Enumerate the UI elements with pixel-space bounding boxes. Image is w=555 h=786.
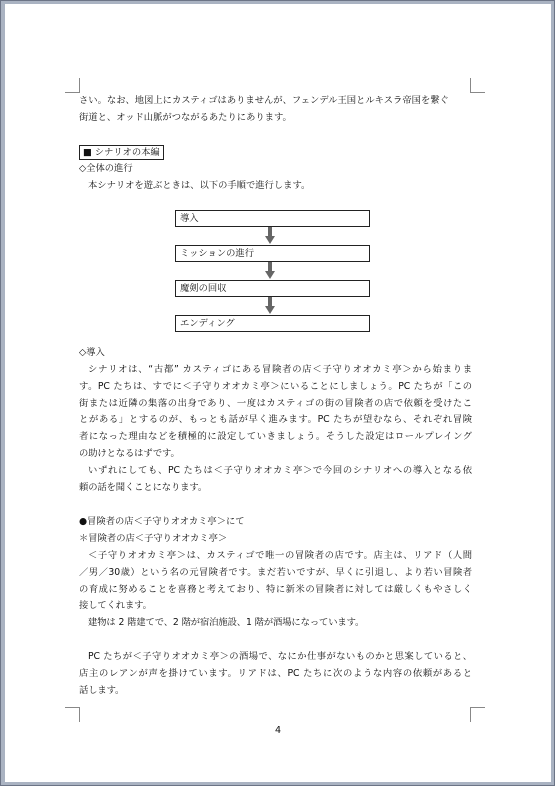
shop-heading: ●冒険者の店＜子守りオオカミ亭＞にて (79, 516, 245, 527)
text-line: 街または近隣の集落の出身であり、一度はカスティゴの街の冒険者の店で依頼を受けたこ (79, 397, 472, 409)
shop-paragraph-1 (79, 548, 472, 632)
text-line: 話します。 (79, 684, 125, 696)
document-page (5, 4, 551, 782)
text-line: ／男／30歳）という名の元冒険者です。まだ若いですが、早くに引退し、より若い冒険者 (79, 566, 472, 578)
text-line: さい。なお、地図上にカスティゴはありませんが、フェンデル王国とルキスラ帝国を繋ぐ (79, 95, 449, 106)
text-line: シナリオは、“古都” カスティゴにある冒険者の店＜子守りオオカミ亭＞から始まりま (88, 364, 472, 375)
text-line: とがある」とするのが、もっとも話が早く進みます。PC たちが望むなら、それぞれ冒険 (79, 414, 472, 426)
crop-mark-top-left (65, 78, 80, 93)
section-title-box: ■ シナリオの本編 (79, 145, 164, 160)
arrow-down-icon (265, 297, 275, 315)
overall-text: 本シナリオを遊ぶときは、以下の手順で進行します。 (88, 180, 311, 191)
text-line: 店主のレアンが声を掛けています。リアドは、PC たちに次のような内容の依頼があると (79, 667, 472, 679)
text-line: す。PC たちは、すでに＜子守りオオカミ亭＞にいることにしましょう。PC たちが「この (79, 380, 472, 392)
intro-heading: ◇導入 (79, 347, 105, 358)
flow-step-intro: 導入 (175, 210, 370, 227)
crop-mark-top-right (470, 78, 485, 93)
text-line: PC たちが＜子守りオオカミ亭＞の酒場で、なにか仕事がないものかと思案していると、 (88, 651, 472, 662)
text-line: 建物は 2 階建てで、2 階が宿泊施設、1 階が酒場になっています。 (88, 617, 365, 629)
shop-subheading: ＊冒険者の店＜子守りオオカミ亭＞ (79, 533, 228, 544)
section-title (79, 145, 472, 162)
text-line: 頼の話を聞くことになります。 (79, 481, 208, 493)
crop-mark-bottom-right (470, 707, 485, 722)
flow-step-mission: ミッションの進行 (175, 245, 370, 262)
crop-mark-bottom-left (65, 707, 80, 722)
text-line: 街道と、オッド山脈がつながるあたりにあります。 (79, 112, 292, 123)
overall-heading: ◇全体の進行 (79, 163, 133, 174)
flow-step-sword: 魔剣の回収 (175, 280, 370, 297)
text-line: いずれにしても、PC たちは＜子守りオオカミ亭＞で今回のシナリオへの導入となる依 (88, 464, 472, 476)
page-number: 4 (274, 725, 282, 736)
text-line: 接してくれます。 (79, 600, 152, 612)
text-line: の育成に努めることを喜務と考えており、特に新米の冒険者に対しては厳しくもやさしく (79, 583, 472, 595)
shop-paragraph-3 (79, 649, 472, 699)
flow-step-ending: エンディング (175, 315, 370, 332)
arrow-down-icon (265, 227, 275, 245)
text-line: の助けとなるはずです。 (79, 447, 180, 459)
arrow-down-icon (265, 262, 275, 280)
intro-paragraph-1 (79, 362, 472, 496)
text-line: 者になった理由などを積極的に設定していきましょう。そうした設定はロールプレイング (79, 431, 472, 443)
text-line: ＜子守りオオカミ亭＞は、カスティゴで唯一の冒険者の店です。店主は、リアド（人間 (88, 550, 472, 561)
